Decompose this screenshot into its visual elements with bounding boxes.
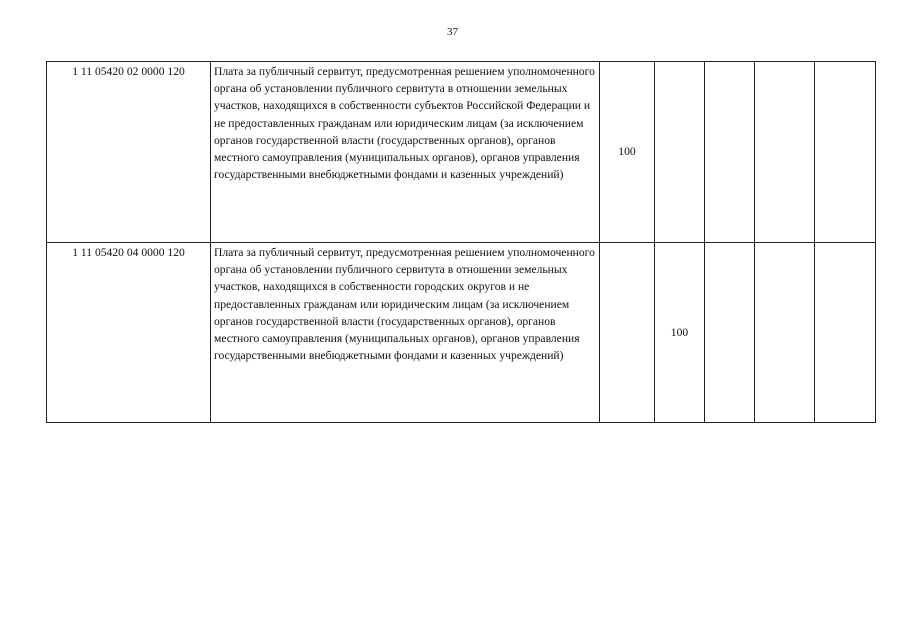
value-cell-col5	[705, 243, 755, 423]
description-cell: Плата за публичный сервитут, предусмотренная решением уполномоченного органа об установлении публичного сервитута в отношении земельных участков, находящихся в собственности субъектов Российской Федерации и не предоставленных гражданам или юридическим лицам (за исключением органов государственной власти (государственных органов), органов местного самоуправления (муниципальных органов), органов управления государственными внебюджетными фондами и казенных учреждений)	[211, 62, 600, 243]
value-cell-col4: 100	[655, 243, 705, 423]
value-cell-col6	[755, 62, 815, 243]
budget-code-cell: 1 11 05420 04 0000 120	[47, 243, 211, 423]
table-row	[47, 62, 876, 243]
budget-code-cell: 1 11 05420 02 0000 120	[47, 62, 211, 243]
description-cell: Плата за публичный сервитут, предусмотренная решением уполномоченного органа об установлении публичного сервитута в отношении земельных участков, находящихся в собственности городских округов и не предоставленных гражданам или юридическим лицам (за исключением органов государственной власти (государственных органов), органов местного самоуправления (муниципальных органов), органов управления государственными внебюджетными фондами и казенных учреждений)	[211, 243, 600, 423]
value-cell-col7	[815, 62, 876, 243]
table-row	[47, 243, 876, 423]
budget-classification-table	[46, 61, 876, 423]
value-cell-col4	[655, 62, 705, 243]
page-number: 37	[447, 26, 458, 38]
value-cell-col5	[705, 62, 755, 243]
value-cell-col3: 100	[600, 62, 655, 243]
value-cell-col3	[600, 243, 655, 423]
value-cell-col6	[755, 243, 815, 423]
value-cell-col7	[815, 243, 876, 423]
